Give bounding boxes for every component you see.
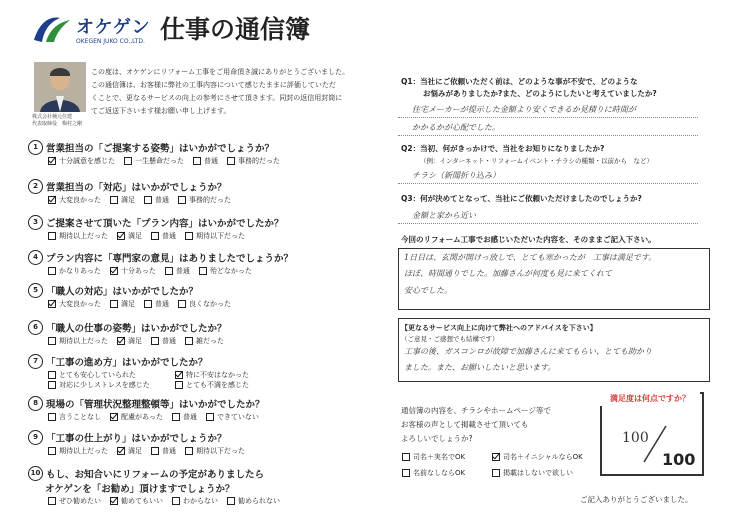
option-label: とても不満を感じた: [186, 381, 249, 389]
option[interactable]: [48, 231, 108, 241]
impression-line3: 安心でした。: [404, 286, 452, 295]
checkbox[interactable]: [48, 337, 56, 345]
checkbox[interactable]: [172, 497, 180, 505]
question-number: 10: [28, 466, 43, 481]
brand-name: オケゲン: [76, 17, 151, 38]
option-label: 勧めてもいい: [121, 497, 163, 505]
question-number: 6: [28, 320, 43, 335]
option[interactable]: [206, 412, 259, 422]
option[interactable]: [175, 370, 293, 380]
option-label: 司名＋イニシャルならOK: [503, 453, 583, 461]
question-number: 4: [28, 250, 43, 265]
option-label: 十分誠意を感じた: [59, 157, 115, 165]
checkbox[interactable]: [124, 157, 132, 165]
checkbox[interactable]: [48, 267, 56, 275]
advice-subtitle: （ご意見・ご感想でも結構です）: [401, 335, 499, 343]
impression-line1: 1日目は、玄関が開けっ放しで、とても寒かったが 工事は満足です。: [404, 253, 657, 262]
q1-line: お悩みがありましたか?また、どのようにしたいと考えていましたか?: [423, 89, 657, 98]
president-photo: [34, 62, 86, 112]
option[interactable]: [144, 299, 169, 309]
checkbox[interactable]: [172, 413, 180, 421]
question-text: 「工事の仕上がり」はいかがでしょうか？: [46, 433, 227, 445]
checkbox[interactable]: [199, 267, 207, 275]
checked-checkbox[interactable]: [117, 232, 125, 240]
intro-line: てご返送下さいます様お願い申し上げます。: [91, 107, 231, 115]
option-label: 事務的だった: [189, 196, 231, 204]
question-number: 8: [28, 396, 43, 411]
intro-text: [91, 66, 373, 118]
option[interactable]: [151, 336, 176, 346]
option[interactable]: [185, 336, 224, 346]
checkbox[interactable]: [110, 300, 118, 308]
question-8: [28, 396, 265, 411]
publish-option[interactable]: [402, 452, 465, 462]
option-label: 普通: [155, 300, 169, 308]
company-name: 株式会社桶元住建: [32, 114, 73, 120]
options-row: [48, 446, 254, 456]
question-text: もし、お知合いにリフォームの予定がありましたら: [46, 469, 265, 481]
option[interactable]: [178, 195, 231, 205]
publish-line: 通信簿の内容を、チラシやホームページ等で: [401, 406, 551, 415]
checkbox[interactable]: [178, 300, 186, 308]
checkbox[interactable]: [144, 300, 152, 308]
question-number: 7: [28, 354, 43, 369]
checked-checkbox[interactable]: [110, 497, 118, 505]
answer1-line2: かかるかが心配でした。: [412, 123, 500, 132]
option[interactable]: [48, 299, 101, 309]
brand-subtitle: OKEGEN JUKO CO.,LTD.: [76, 38, 145, 45]
divider: [398, 183, 698, 184]
option-label: 勧められない: [238, 497, 280, 505]
checked-checkbox[interactable]: [48, 157, 56, 165]
option-label: 司名＋実名でOK: [413, 453, 466, 461]
option[interactable]: [110, 496, 163, 506]
option-label: 満足: [128, 337, 142, 345]
question-text: 「工事の進め方」はいかがでしたか？: [46, 357, 208, 369]
option-label: 対応に少しストレスを感じた: [59, 381, 150, 389]
question-3: [28, 215, 284, 230]
question-text: 営業担当の「対応」はいかがでしょうか？: [46, 182, 227, 194]
option[interactable]: [175, 380, 293, 390]
advice-line2: ました。また、お願いしたいと思います。: [404, 363, 556, 372]
intro-line: この度は、オケゲンにリフォーム工事をご用命頂き誠にありがとうございました。: [91, 68, 350, 76]
checkbox[interactable]: [178, 196, 186, 204]
question-number: 9: [28, 430, 43, 445]
divider: [398, 223, 698, 224]
options-row: [48, 336, 233, 346]
option[interactable]: [144, 195, 169, 205]
checked-checkbox[interactable]: [117, 337, 125, 345]
option[interactable]: [48, 496, 101, 506]
checked-checkbox[interactable]: [110, 413, 118, 421]
question-5: [28, 283, 198, 298]
checked-checkbox[interactable]: [110, 267, 118, 275]
checkbox[interactable]: [151, 337, 159, 345]
publish-option[interactable]: [492, 452, 583, 462]
option-label: かなりあった: [59, 267, 101, 275]
options-row: [48, 231, 254, 241]
options-row: [48, 266, 261, 276]
options-row: [48, 496, 289, 506]
question-text: オケゲンを「お勧め」頂けますでしょうか？: [45, 484, 235, 495]
satisfaction-written-score: 100: [622, 430, 649, 446]
option-label: 普通: [162, 232, 176, 240]
president-caption: [32, 114, 82, 128]
option[interactable]: [110, 266, 156, 276]
option[interactable]: [117, 336, 142, 346]
option[interactable]: [110, 412, 163, 422]
president-name: 代表取締役 梅村之剛: [32, 121, 83, 127]
option[interactable]: [48, 336, 108, 346]
question-number: 2: [28, 179, 43, 194]
checkbox[interactable]: [402, 453, 410, 461]
question-number: 5: [28, 283, 43, 298]
option-label: 満足: [128, 447, 142, 455]
option[interactable]: [48, 156, 115, 166]
option-label: 期待以下だった: [196, 232, 245, 240]
checkbox[interactable]: [48, 371, 56, 379]
option[interactable]: [178, 299, 231, 309]
checkbox[interactable]: [144, 196, 152, 204]
advice-title: 【更なるサービス向上に向けて弊社へのアドバイスを下さい】: [401, 324, 597, 332]
option-label: 期待以上だった: [59, 337, 108, 345]
answer2: チラシ（新聞折り込み）: [412, 171, 500, 180]
option[interactable]: [48, 380, 166, 390]
option[interactable]: [227, 496, 280, 506]
publish-option[interactable]: [402, 468, 465, 478]
checkbox[interactable]: [227, 157, 235, 165]
checked-checkbox[interactable]: [175, 371, 183, 379]
option-label: とても安心していられた: [59, 371, 136, 379]
publish-question: [401, 404, 551, 446]
option[interactable]: [199, 266, 252, 276]
divider: [398, 135, 698, 136]
publish-line: お客様の声として掲載させて頂いても: [401, 420, 529, 429]
question-6: [28, 320, 227, 335]
option-label: ぜひ勧めたい: [59, 497, 101, 505]
options-row: [48, 195, 240, 205]
q1-text: [401, 76, 657, 100]
option[interactable]: [117, 231, 142, 241]
q2-text: Q2：当初、何がきっかけで、当社をお知りになりましたか?: [401, 144, 605, 153]
checkbox[interactable]: [185, 337, 193, 345]
thanks-text: ご記入ありがとうございました。: [580, 495, 693, 504]
q1-line: Q1：当社にご依頼いただく前は、どのような事が不安で、どのような: [401, 77, 638, 86]
option[interactable]: [193, 156, 218, 166]
option[interactable]: [48, 412, 101, 422]
checkbox[interactable]: [492, 469, 500, 477]
option-label: 普通: [175, 267, 190, 275]
checkbox[interactable]: [402, 469, 410, 477]
option-label: 配慮があった: [121, 413, 163, 421]
checkbox[interactable]: [151, 447, 159, 455]
impression-line2: ほぼ、時間通りでした。加藤さんが何度も見に来てくれて: [404, 269, 612, 278]
checkbox[interactable]: [206, 413, 214, 421]
question-2: [28, 179, 227, 194]
question-text: 「職人の対応」はいかがでしたか？: [46, 286, 199, 298]
option-label: 事務的だった: [238, 157, 280, 165]
option-label: 満足: [128, 232, 142, 240]
checkbox[interactable]: [165, 267, 173, 275]
checked-checkbox[interactable]: [492, 453, 500, 461]
advice-line1: 工事の後、ガスコンロが故障で加藤さんに来てもらい、とても助かり: [404, 347, 652, 356]
option-label: 普通: [162, 447, 176, 455]
option[interactable]: [48, 446, 108, 456]
checkbox[interactable]: [185, 232, 193, 240]
checkbox[interactable]: [193, 157, 201, 165]
options-row: [48, 299, 240, 309]
checkbox[interactable]: [151, 232, 159, 240]
option[interactable]: [48, 370, 166, 380]
checkbox[interactable]: [175, 381, 183, 389]
question-10: [28, 466, 264, 495]
option-label: できていない: [216, 413, 259, 421]
option[interactable]: [227, 156, 280, 166]
checkbox[interactable]: [48, 413, 56, 421]
checkbox[interactable]: [48, 447, 56, 455]
checked-checkbox[interactable]: [117, 447, 125, 455]
options-row: [48, 156, 289, 166]
question-text: プラン内容に「専門家の意見」はありましたでしょうか？: [46, 253, 294, 265]
option-label: 特に不安はなかった: [186, 371, 249, 379]
checkbox[interactable]: [227, 497, 235, 505]
option-label: 期待以上だった: [59, 232, 108, 240]
option[interactable]: [185, 231, 245, 241]
checkbox[interactable]: [48, 232, 56, 240]
option-label: 雑だった: [196, 337, 224, 345]
q3-text: Q3：何が決めてとなって、当社にご依頼いただけましたのでしょうか?: [401, 194, 642, 203]
option-label: 殆どなかった: [209, 267, 252, 275]
option[interactable]: [117, 446, 142, 456]
publish-option[interactable]: [492, 468, 573, 478]
option-label: 普通: [182, 413, 197, 421]
option-label: 一生懸命だった: [135, 157, 184, 165]
checkbox[interactable]: [48, 497, 56, 505]
question-number: 3: [28, 215, 43, 230]
options-row: [48, 412, 268, 422]
question-text: 営業担当の「ご提案する姿勢」はいかがでしょうか？: [46, 143, 275, 155]
question-7: [28, 354, 208, 369]
divider: [398, 117, 698, 118]
checkbox[interactable]: [110, 196, 118, 204]
option-label: 普通: [204, 157, 218, 165]
option[interactable]: [151, 446, 176, 456]
intro-line: この通信簿は、お客様に弊社の工事内容について感じたままに評価していただ: [91, 81, 336, 89]
option-label: 普通: [162, 337, 176, 345]
option[interactable]: [48, 266, 101, 276]
checkbox[interactable]: [48, 381, 56, 389]
option[interactable]: [185, 446, 245, 456]
question-9: [28, 430, 227, 445]
options-row: [48, 370, 302, 390]
option[interactable]: [151, 231, 176, 241]
intro-line: くことで、更なるサービスの向上の参考にさせて頂きます。同封の返信用封筒に: [91, 94, 343, 102]
question-text: ご提案させて頂いた「プラン内容」はいかがでしたか？: [46, 218, 284, 230]
option-label: 満足: [121, 300, 135, 308]
satisfaction-max: 100: [662, 450, 696, 469]
satisfaction-title: 満足度は何点ですか？: [600, 392, 700, 406]
answer1-line1: 住宅メーカーが提示した金額より安くできるか見積りに時間が: [412, 105, 636, 114]
checked-checkbox[interactable]: [48, 196, 56, 204]
option-label: わからない: [183, 497, 218, 505]
answer3: 金額と家から近い: [412, 211, 476, 220]
logo-mark-icon: [32, 14, 72, 46]
option-label: 大変良かった: [59, 300, 101, 308]
checkbox[interactable]: [185, 447, 193, 455]
question-number: 1: [28, 140, 43, 155]
option[interactable]: [110, 195, 135, 205]
option[interactable]: [48, 195, 101, 205]
option-label: 期待以下だった: [196, 447, 245, 455]
option-label: 言うことなし: [59, 413, 101, 421]
option[interactable]: [172, 496, 218, 506]
option[interactable]: [124, 156, 184, 166]
question-1: [28, 140, 274, 155]
question-4: [28, 250, 293, 265]
checked-checkbox[interactable]: [48, 300, 56, 308]
option[interactable]: [165, 266, 190, 276]
option-label: 良くなかった: [189, 300, 231, 308]
option-label: 満足: [121, 196, 135, 204]
page-title: 仕事の通信簿: [160, 15, 311, 44]
q2-example: （例：インターネット・リフォームイベント・チラシの種類・以前から など）: [420, 157, 653, 165]
option-label: 十分あった: [120, 267, 156, 275]
impression-prompt: 今回のリフォーム工事でお感じいただいた内容を、そのままご記入下さい。: [401, 235, 656, 244]
option-label: 普通: [155, 196, 169, 204]
option[interactable]: [172, 412, 197, 422]
option-label: 掲載はしないで欲しい: [503, 469, 573, 477]
option-label: 名前なしならOK: [413, 469, 466, 477]
option[interactable]: [110, 299, 135, 309]
option-label: 期待以上だった: [59, 447, 108, 455]
publish-line: よろしいでしょうか?: [401, 434, 473, 443]
option-label: 大変良かった: [59, 196, 101, 204]
question-text: 現場の「管理状況整理整頓等」はいかがでしたか？: [46, 399, 265, 411]
question-text: 「職人の仕事の姿勢」はいかがでしたか？: [46, 323, 227, 335]
